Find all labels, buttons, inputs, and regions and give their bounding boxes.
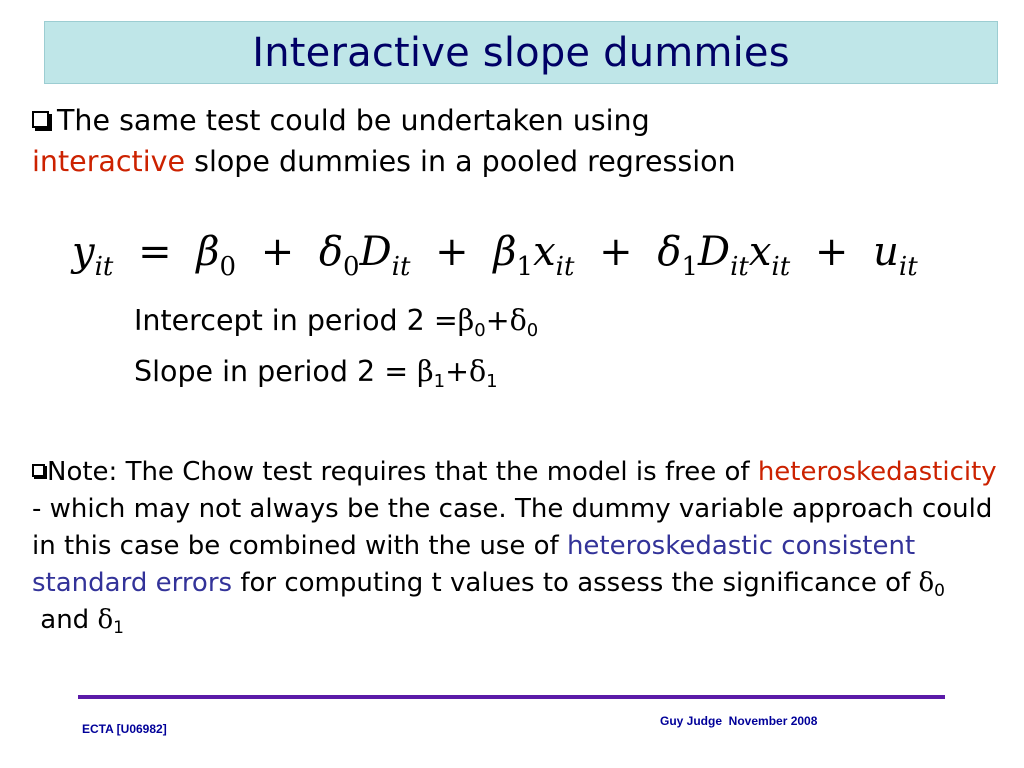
- eq-beta1: β: [493, 229, 517, 275]
- eq-u: u: [873, 229, 899, 275]
- eq-plus-4: +: [814, 229, 849, 275]
- intercept-delta: δ: [509, 304, 527, 337]
- slope-line: [134, 355, 498, 392]
- footer-course-code: ECTA [U06982]: [82, 722, 167, 736]
- intercept-label: Intercept in period 2 =: [134, 304, 458, 337]
- intercept-beta-sub: 0: [474, 320, 486, 341]
- bullet1-text-after: slope dummies in a pooled regression: [185, 145, 736, 178]
- bullet-point-1: [32, 100, 992, 182]
- intercept-beta: β: [457, 304, 475, 337]
- bullet1-text: The same test could be undertaken using: [57, 104, 650, 137]
- slide-title: Interactive slope dummies: [252, 29, 790, 76]
- eq-D2: D: [697, 229, 731, 275]
- note-highlight-blue: heteroskedastic consistent standard errors: [32, 531, 916, 598]
- eq-beta0-sub: 0: [219, 252, 236, 282]
- note-delta0: δ: [918, 568, 935, 598]
- note-paragraph: [32, 454, 1000, 639]
- bullet1-highlight: interactive: [32, 145, 186, 178]
- note-text-2: - which may not always be the case. The dummy variable approach could in this case be combined with the use of: [32, 494, 993, 561]
- intercept-delta-sub: 0: [526, 320, 539, 341]
- eq-D1-sub: it: [391, 252, 411, 282]
- eq-beta0: β: [196, 229, 220, 275]
- note-highlight-red: heteroskedasticity: [757, 457, 997, 487]
- note-delta0-sub: 0: [934, 581, 945, 601]
- eq-delta1: δ: [657, 229, 682, 275]
- title-banner: [44, 21, 998, 84]
- eq-equals: =: [138, 229, 172, 275]
- eq-delta0-sub: 0: [343, 252, 360, 282]
- eq-x2: x: [748, 229, 772, 275]
- slope-plus: +: [445, 355, 469, 388]
- eq-beta1-sub: 1: [516, 252, 534, 282]
- note-text-3: for computing t values to assess the significance of: [232, 568, 919, 598]
- note-and: and: [32, 605, 98, 635]
- eq-D1: D: [359, 229, 392, 275]
- note-text-1: Note: The Chow test requires that the model is free of: [47, 457, 758, 487]
- eq-u-sub: it: [898, 252, 918, 282]
- footer-divider: [78, 695, 945, 699]
- intercept-line: [134, 304, 539, 341]
- checkbox-bullet-icon: [32, 464, 45, 477]
- eq-plus-3: +: [599, 229, 633, 275]
- note-delta1-sub: 1: [113, 618, 124, 638]
- eq-delta0: δ: [318, 229, 344, 275]
- slope-beta-sub: 1: [433, 371, 446, 392]
- slope-label: Slope in period 2 =: [134, 355, 418, 388]
- regression-equation: [72, 222, 918, 282]
- intercept-plus: +: [485, 304, 510, 337]
- eq-y-sub: it: [94, 252, 114, 282]
- slope-delta-sub: 1: [486, 371, 498, 392]
- eq-plus-1: +: [260, 229, 295, 275]
- eq-plus-2: +: [435, 229, 469, 275]
- eq-y: y: [72, 229, 95, 275]
- eq-x1: x: [533, 229, 556, 275]
- eq-x1-sub: it: [555, 252, 575, 282]
- note-delta1: δ: [97, 605, 114, 635]
- slope-delta: δ: [468, 355, 487, 388]
- checkbox-bullet-icon: [32, 111, 49, 128]
- footer-author-date: Guy Judge November 2008: [660, 714, 818, 728]
- eq-delta1-sub: 1: [681, 252, 698, 282]
- slope-beta: β: [417, 355, 434, 388]
- eq-x2-sub: it: [771, 252, 791, 282]
- eq-D2-sub: it: [730, 252, 749, 282]
